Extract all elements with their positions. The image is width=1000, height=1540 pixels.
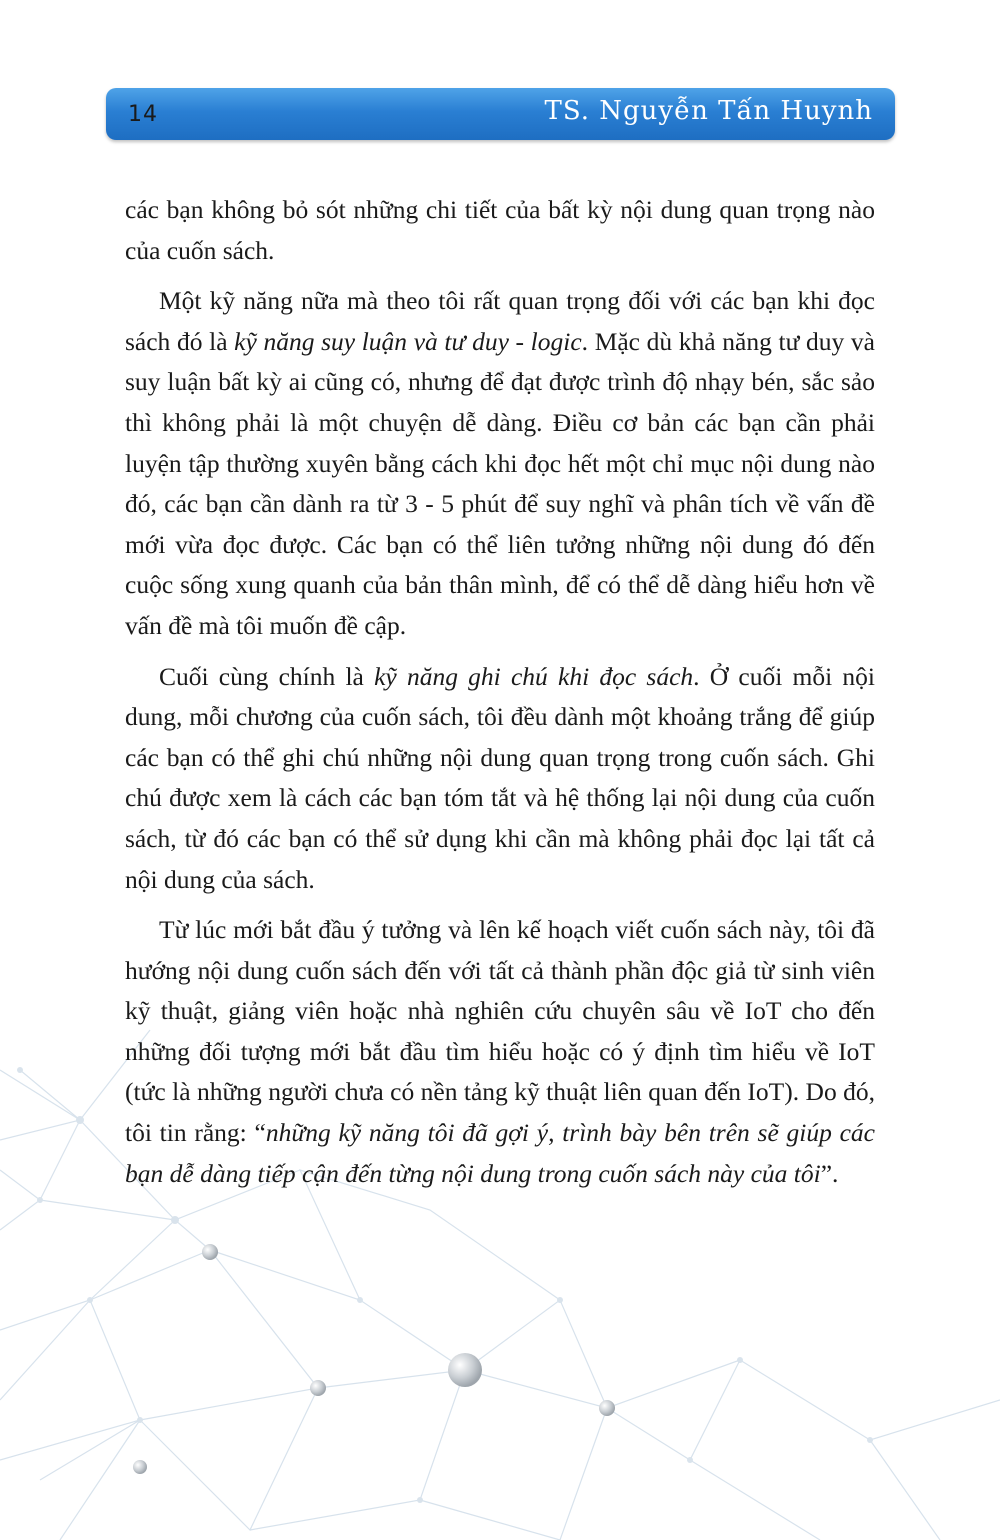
paragraph-logic-skill [125,281,875,646]
paragraph-continuation [125,190,875,271]
paragraph-1-text: các bạn không bỏ sót những chi tiết của bất kỳ nội dung quan trọng nào của cuốn sách. [125,195,875,265]
paragraph-2-before: Một kỹ năng nữa mà theo tôi rất quan trọng đối với các bạn khi đọc sách đó là [125,286,875,356]
paragraph-4-after: ”. [820,1158,839,1188]
paragraph-3-emphasis: kỹ năng ghi chú khi đọc sách [374,661,694,691]
paragraph-3-before: Cuối cùng chính là [159,661,375,691]
page-number: 14 [128,102,158,127]
paragraph-2-emphasis: kỹ năng suy luận và tư duy - logic [234,326,582,356]
paragraph-note-skill [125,657,875,901]
running-header-author: TS. Nguyễn Tấn Huynh [544,96,873,126]
header-bar [106,88,895,140]
paragraph-audience [125,910,875,1194]
paragraph-4-emphasis: những kỹ năng tôi đã gợi ý, trình bày bên trên sẽ giúp các bạn dễ dàng tiếp cận đến từng nội dung trong cuốn sách này của tôi [125,1118,875,1188]
paragraph-3-after: . Ở cuối mỗi nội dung, mỗi chương của cuốn sách, tôi đều dành một khoảng trắng để giúp các bạn có thể ghi chú những nội dung quan trọng trong cuốn sách. Ghi chú được xem là cách các bạn tóm tắt và hệ thống lại nội dung của cuốn sách, từ đó các bạn có thể sử dụng khi cần mà không phải đọc lại tất cả nội dung của sách. [125,661,875,894]
paragraph-4-before: Từ lúc mới bắt đầu ý tưởng và lên kế hoạch viết cuốn sách này, tôi đã hướng nội dung cuốn sách đến với tất cả thành phần độc giả từ sinh viên kỹ thuật, giảng viên hoặc nhà nghiên cứu chuyên sâu về IoT cho đến những đối tượng mới bắt đầu tìm hiểu hoặc có ý định tìm hiểu về IoT (tức là những người chưa có nền tảng kỹ thuật liên quan đến IoT). Do đó, tôi tin rằng: “ [125,915,875,1148]
paragraph-2-after: . Mặc dù khả năng tư duy và suy luận bất kỳ ai cũng có, nhưng để đạt được trình độ nhạy bén, sắc sảo thì không phải là một chuyện dễ dàng. Điều cơ bản các bạn cần phải luyện tập thường xuyên bằng cách khi đọc hết một chỉ mục nội dung nào đó, các bạn cần dành ra từ 3 - 5 phút để suy nghĩ và phân tích về vấn đề mới vừa đọc được. Các bạn có thể liên tưởng những nội dung đó đến cuộc sống xung quanh của bản thân mình, để có thể dễ dàng hiểu hơn về vấn đề mà tôi muốn đề cập. [125,326,875,640]
body-text [125,190,875,1204]
